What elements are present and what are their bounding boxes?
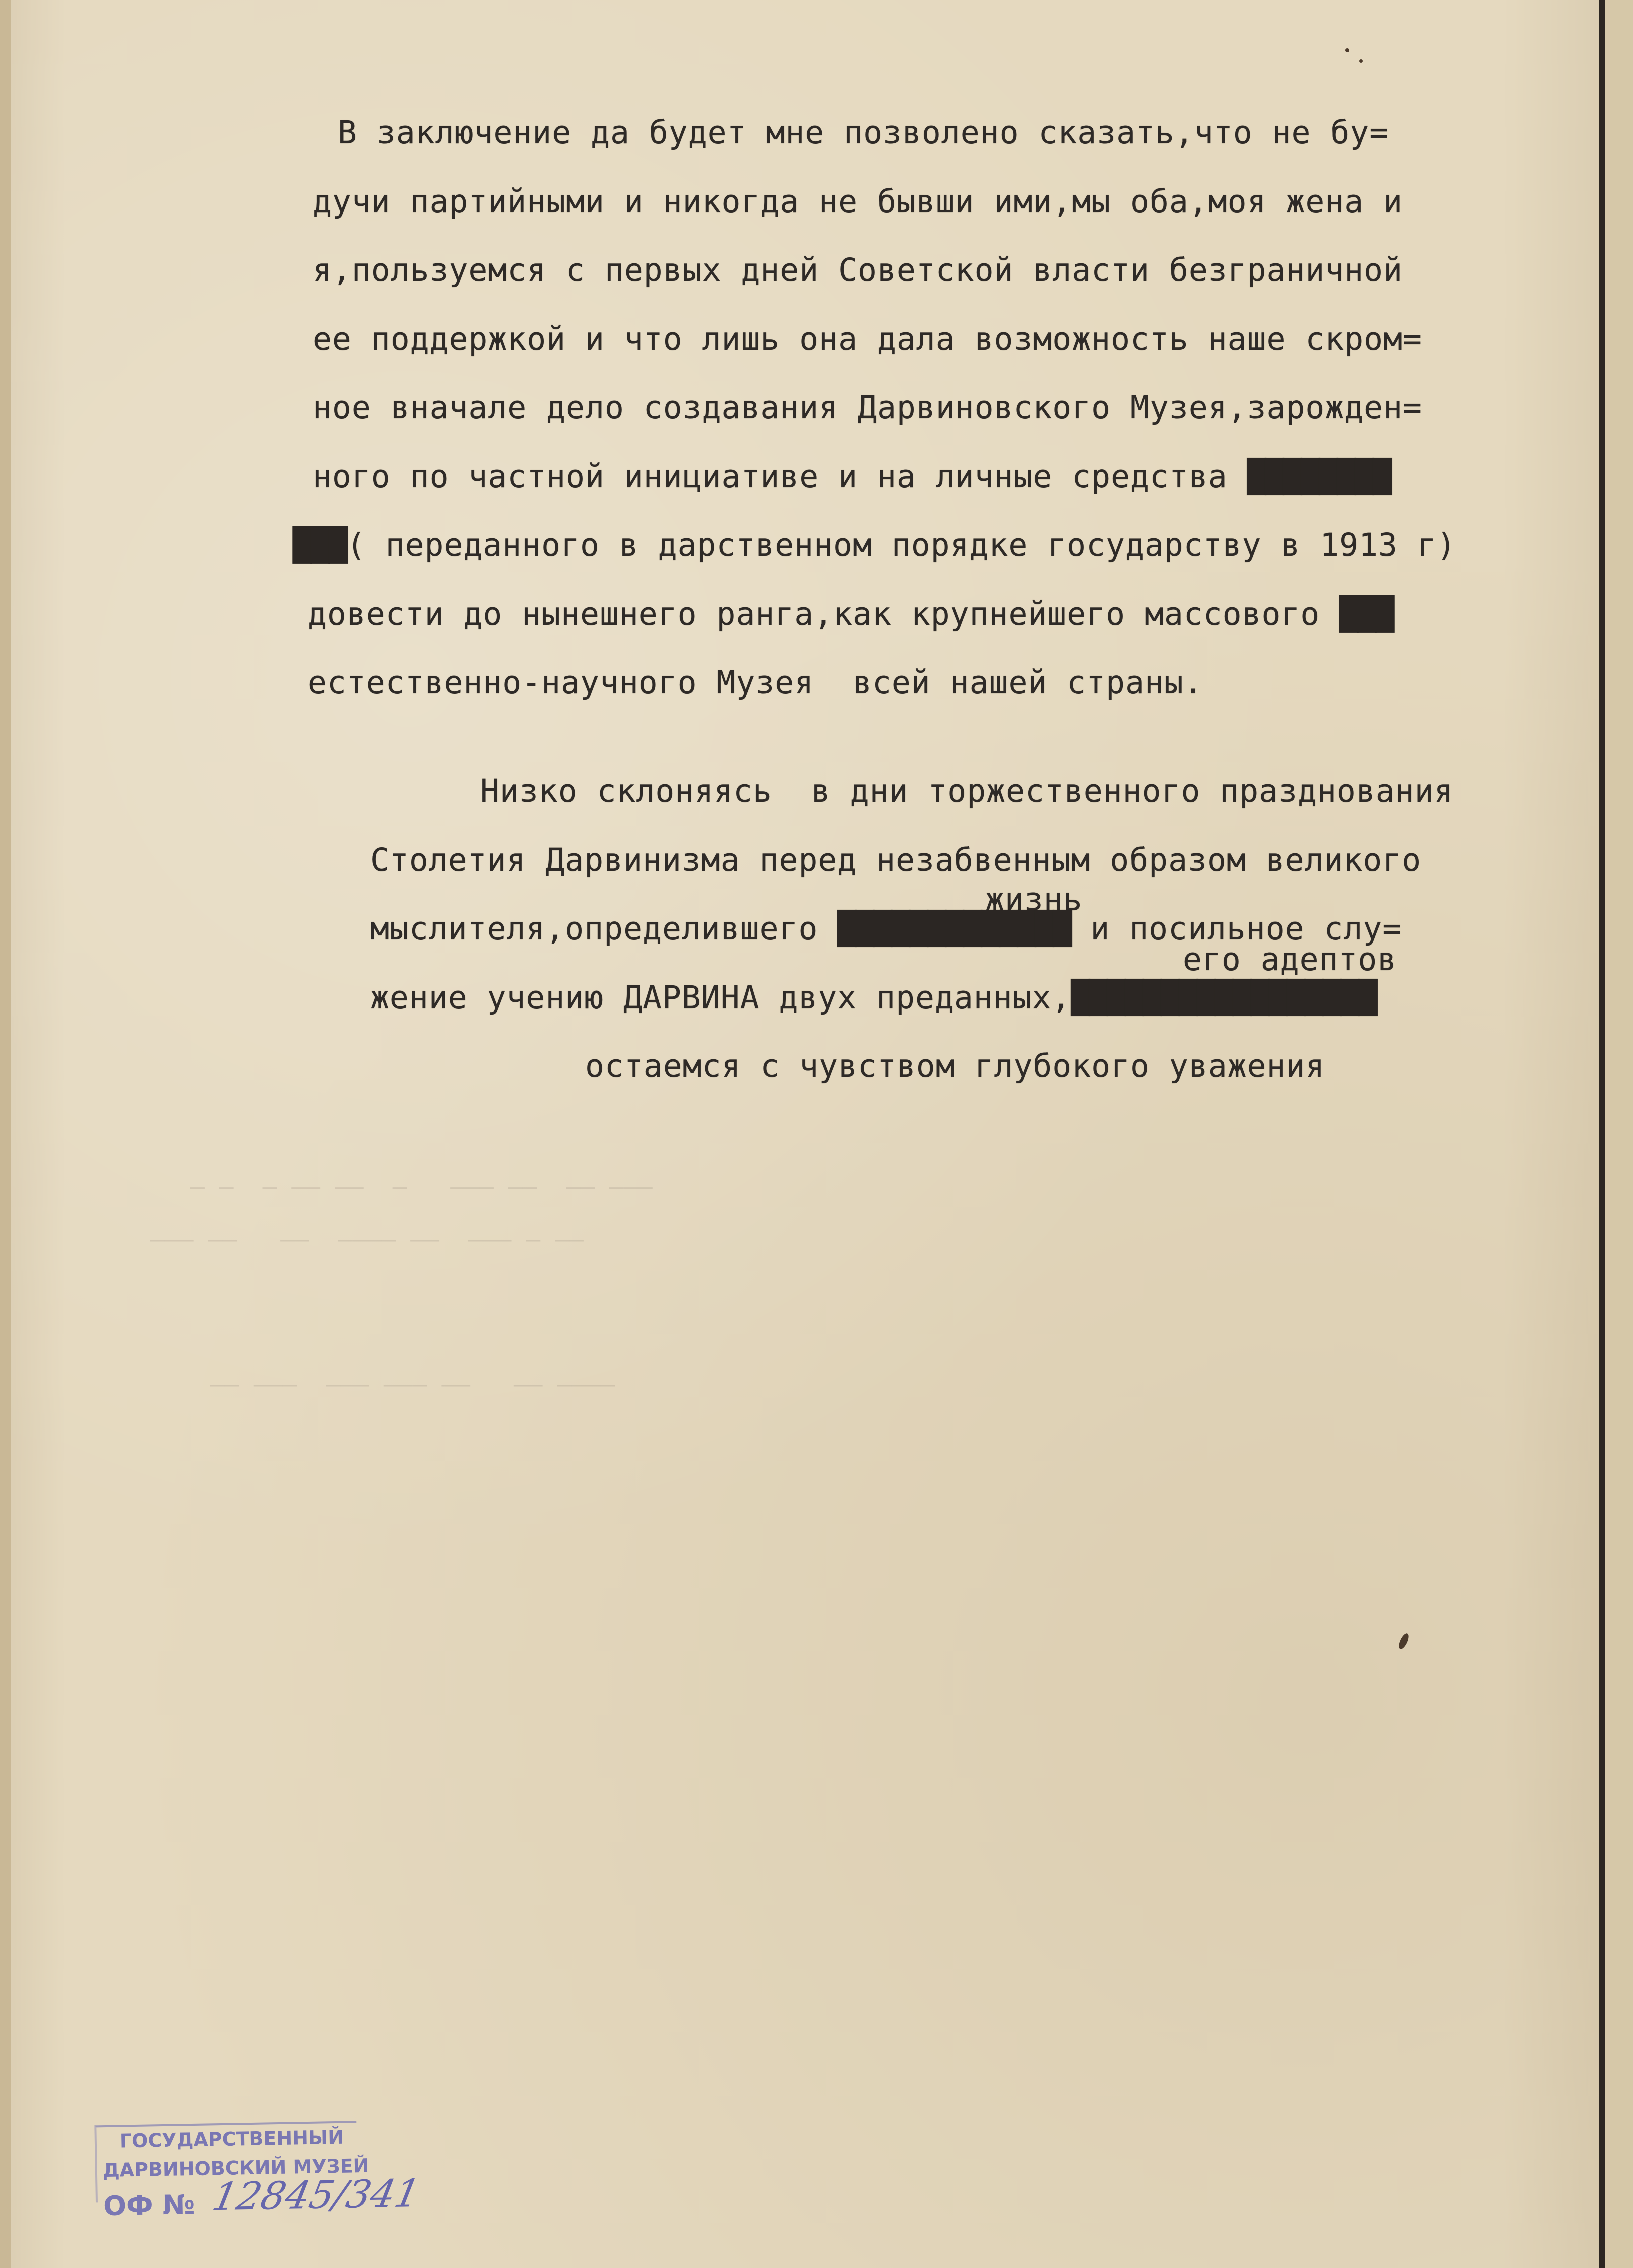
stamp-inventory-prefix: ОФ № — [103, 2188, 195, 2222]
text-line-2: дучи партийными и никогда не бывши ими,мы оба,моя жена и — [313, 183, 1403, 220]
insertion-life: жизнь — [985, 881, 1083, 918]
text-line-8-text: довести до нынешнего ранга,как крупнейшего массового — [308, 596, 1320, 632]
insertion-adepts: его адептов — [1183, 941, 1397, 978]
page-left-edge — [0, 0, 11, 2268]
text-line-6-text: ного по частной инициативе и на личные средства — [313, 458, 1228, 495]
stamp-inventory-number: 12845/341 — [209, 2170, 424, 2219]
text-line-9: естественно-научного Музея всей нашей страны. — [308, 664, 1203, 701]
page-right-shadow — [1599, 0, 1605, 2268]
ink-dot-1 — [1345, 48, 1349, 52]
text-line-7-text: ( переданного в дарственном порядке государству в 1913 г) — [346, 527, 1456, 563]
text-line-13-text: жение учению ДАРВИНА двух преданных, — [370, 979, 1071, 1016]
next-page-edge — [1605, 0, 1633, 2268]
museum-stamp — [89, 2110, 424, 2235]
text-line-3: я,пользуемся с первых дней Советской власти безграничной — [313, 252, 1403, 288]
strikeout-founders-cont: ███ — [293, 527, 347, 563]
ink-mark — [1397, 1632, 1410, 1651]
strikeout-our-paths: █████████████ — [837, 910, 1071, 947]
bleed-through-1: — — — —— —— — ——— —— —— ——— — [190, 1173, 653, 1201]
text-line-7 — [293, 527, 1456, 563]
text-line-5: ное вначале дело создавания Дарвиновского Музея,зарожден= — [313, 389, 1422, 426]
text-line-6 — [313, 458, 1391, 495]
text-line-13 — [370, 979, 1376, 1016]
text-line-12-start: мыслителя,определившего — [370, 910, 818, 947]
strikeout-followers: █████████████████ — [1071, 979, 1377, 1016]
text-line-1: В заключение да будет мне позволено сказать,что не бу= — [338, 114, 1389, 151]
text-line-14: остаемся с чувством глубокого уважения — [585, 1048, 1325, 1084]
bleed-through-2: ——— —— —— ———— —— ——— — —— — [150, 1225, 584, 1253]
stamp-line-2: ДАРВИНОВСКИЙ МУЗЕЙ — [102, 2154, 369, 2182]
text-line-11: Столетия Дарвинизма перед незабвенным образом великого — [370, 842, 1422, 878]
ink-dot-2 — [1359, 59, 1363, 63]
text-line-10: Низко склоняясь в дни торжественного празднования — [480, 773, 1454, 809]
text-line-8 — [308, 596, 1393, 632]
bleed-through-3: —— ——— ——— ——— —— —— ———— — [210, 1370, 615, 1398]
strikeout-typo: ███ — [1339, 596, 1394, 632]
text-line-4: ее поддержкой и что лишь она дала возможность наше скром= — [313, 321, 1422, 357]
stamp-line-1: ГОСУДАРСТВЕННЫЙ — [119, 2126, 344, 2152]
strikeout-founders: ████████ — [1247, 458, 1391, 495]
text-line-12-end: и посильное слу= — [1090, 910, 1402, 947]
